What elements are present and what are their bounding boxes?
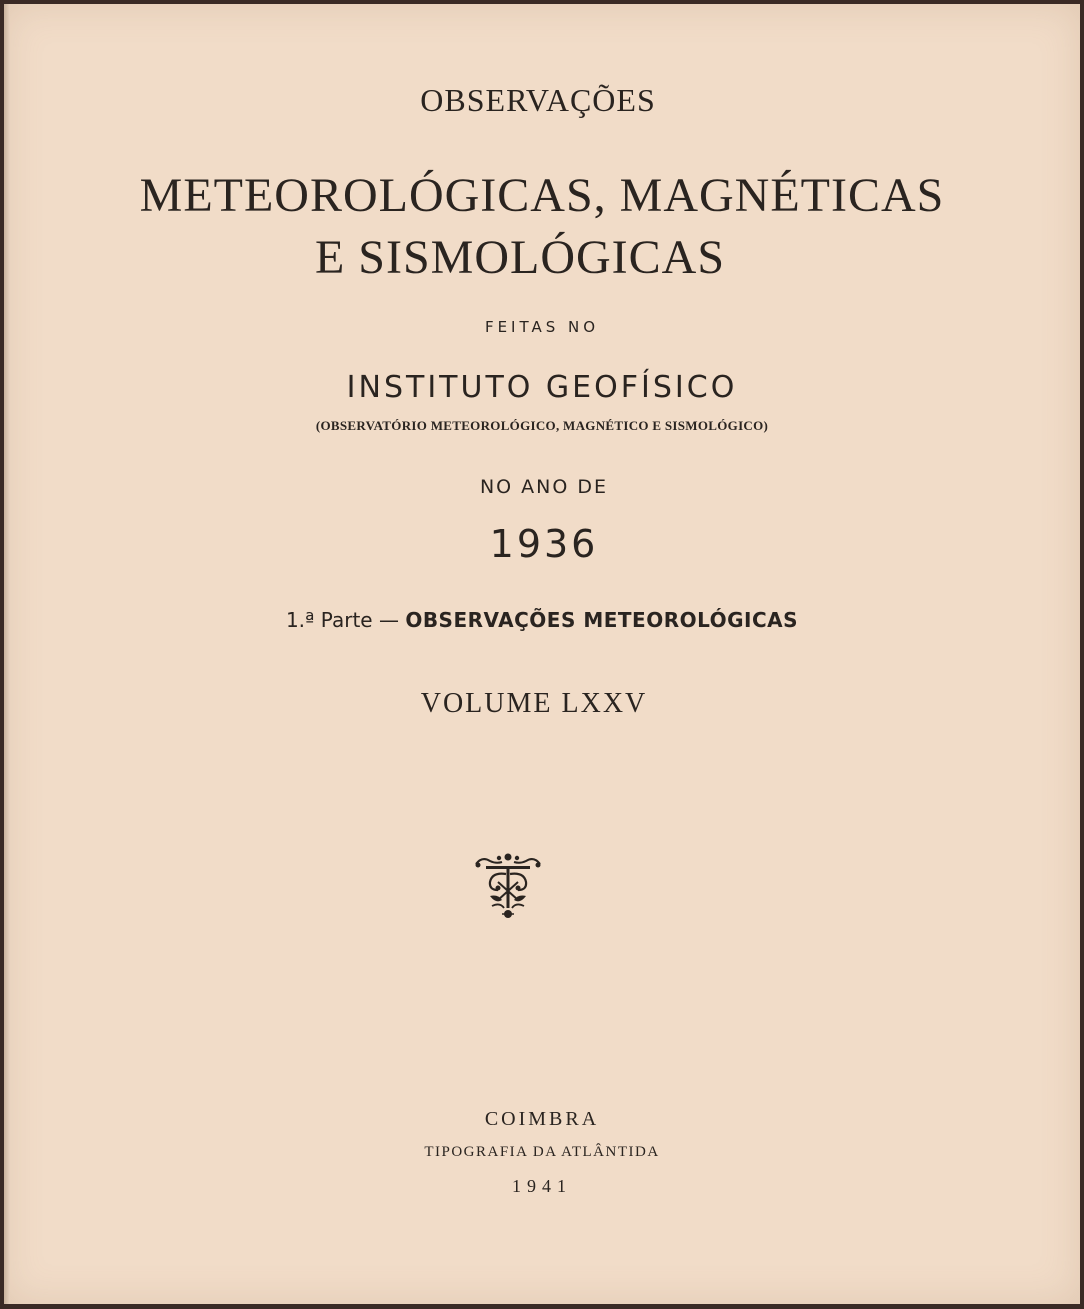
heading-line-2: E SISMOLÓGICAS [314,231,726,284]
volume-number: VOLUME LXXV [420,688,648,719]
year-intro: NO ANO DE [479,476,609,498]
part-title-text: OBSERVAÇÕES METEOROLÓGICAS [405,608,799,632]
part-prefix: 1.ª Parte — [285,608,406,632]
imprint-city: COIMBRA [484,1108,600,1130]
part-title [4,608,1080,632]
heading-line-1: METEOROLÓGICAS, MAGNÉTICAS [139,169,945,222]
observation-year: 1936 [489,522,599,566]
imprint-printer: TIPOGRAFIA DA ATLÂNTIDA [424,1144,660,1160]
imprint-year: 1941 [512,1176,572,1196]
institution-detail: (OBSERVATÓRIO METEOROLÓGICO, MAGNÉTICO E SISMOLÓGICO) [315,418,769,433]
printers-fleuron-icon [472,852,544,922]
title-page [4,4,1080,1304]
made-at-label: FEITAS NO [484,318,600,336]
heading-small: OBSERVAÇÕES [420,82,656,118]
institution-name: INSTITUTO GEOFÍSICO [346,370,738,405]
